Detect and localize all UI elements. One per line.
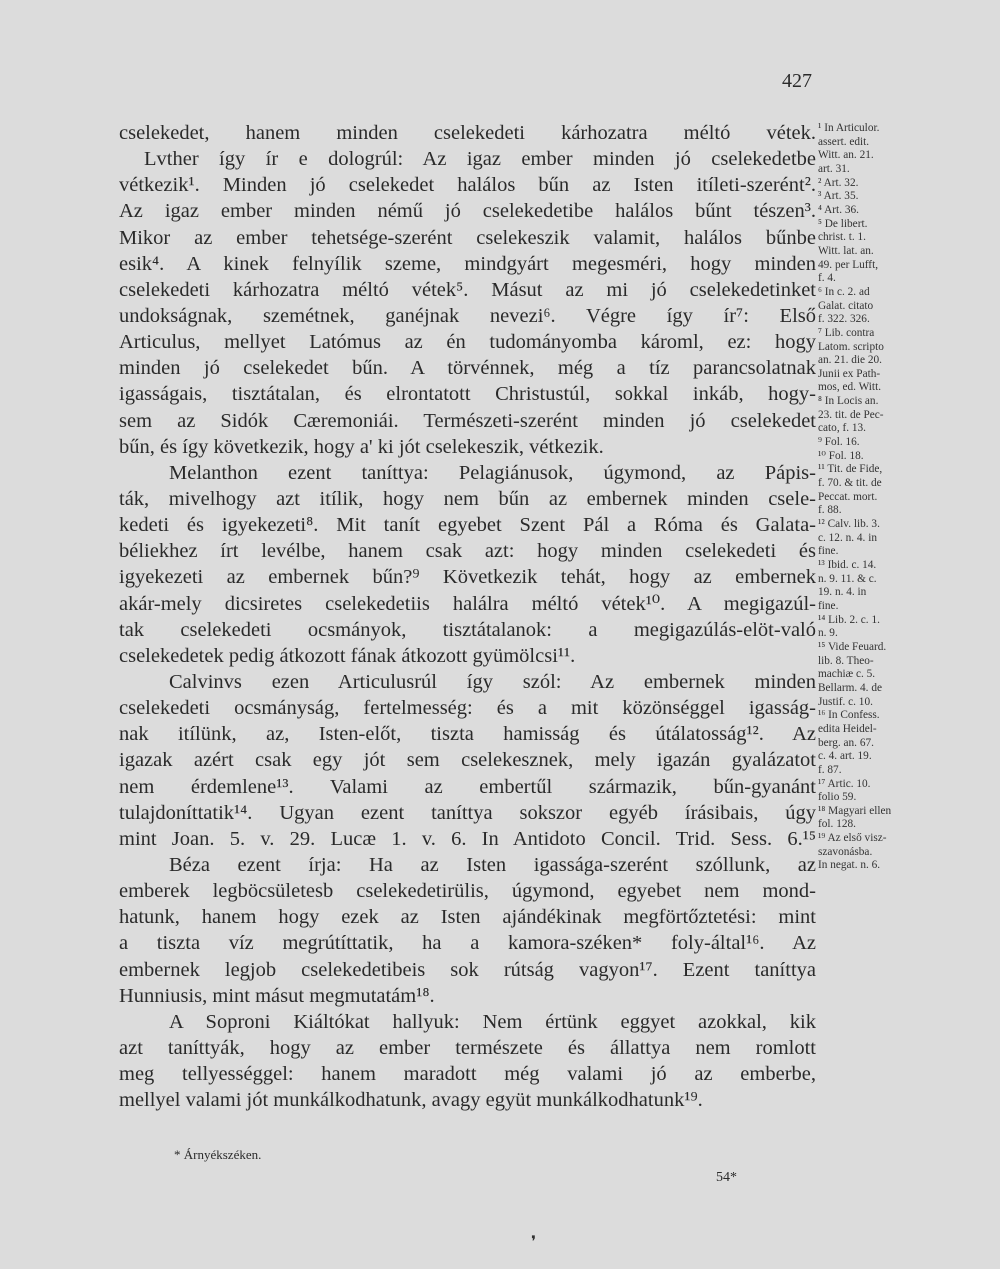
text-line: Mikor az ember tehetsége-szerént cselekeszik valamit, halálos bűnbe bbox=[119, 226, 816, 249]
margin-note: Junii ex Path- bbox=[818, 367, 881, 380]
text-line: Az igaz ember minden némű jó cselekedetibe halálos bűnt tészen³. bbox=[119, 200, 816, 223]
margin-note: ⁵ De libert. bbox=[818, 217, 868, 230]
margin-note: fine. bbox=[818, 599, 839, 612]
text-line: tak cselekedeti ocsmányok, tisztátalanok: a megigazúlás-elöt-való bbox=[119, 618, 816, 641]
text-line: nem érdemlene¹³. Valami az embertűl származik, bűn-gyanánt bbox=[119, 775, 816, 798]
text-line: vétkezik¹. Minden jó cselekedet halálos bűn az Isten itíleti-szerént². bbox=[119, 174, 816, 197]
margin-note: ⁴ Art. 36. bbox=[818, 203, 859, 216]
text-line: kedeti és igyekezeti⁸. Mit tanít egyebet Szent Pál a Róma és Galata- bbox=[119, 514, 816, 537]
margin-note: Justif. c. 10. bbox=[818, 695, 873, 708]
main-text bbox=[119, 120, 816, 1113]
page-number: 427 bbox=[782, 70, 812, 92]
margin-note: assert. edit. bbox=[818, 135, 870, 148]
margin-note: ¹¹ Tit. de Fide, bbox=[818, 463, 883, 476]
margin-note: Witt. an. 21. bbox=[818, 149, 874, 162]
text-line: mint Joan. 5. v. 29. Lucæ 1. v. 6. In Antidoto Concil. Trid. Sess. 6.¹⁵ bbox=[119, 827, 816, 850]
margin-note: folio 59. bbox=[818, 791, 857, 804]
text-line: azt taníttyák, hogy az ember természete és állattya nem romlott bbox=[119, 1036, 816, 1059]
margin-note: mos, ed. Witt. bbox=[818, 381, 882, 394]
ink-speck: ❜ bbox=[531, 1234, 537, 1251]
margin-note: 19. n. 4. in bbox=[818, 586, 867, 599]
margin-note: fol. 128. bbox=[818, 818, 856, 831]
text-line: bűn, és így következik, hogy a' ki jót cselekeszik, vétkezik. bbox=[119, 435, 604, 458]
margin-note: ⁸ In Locis an. bbox=[818, 395, 879, 408]
text-line: a tiszta víz megrútíttatik, ha a kamora-széken* foly-által¹⁶. Az bbox=[119, 932, 816, 955]
margin-note: ¹⁰ Fol. 18. bbox=[818, 449, 864, 462]
margin-note: machiæ c. 5. bbox=[818, 668, 876, 681]
margin-note: ¹ In Articulor. bbox=[818, 122, 880, 134]
margin-note: n. 9. bbox=[818, 627, 838, 640]
text-line: esik⁴. A kinek felnyílik szeme, mindgyárt megesméri, hogy minden bbox=[119, 252, 816, 275]
text-line: undokságnak, szemétnek, ganéjnak nevezi⁶. Végre így ír⁷: Első bbox=[119, 304, 816, 327]
text-line: Hunniusis, mint másut megmutatám¹⁸. bbox=[119, 984, 435, 1007]
margin-note: Peccat. mort. bbox=[818, 490, 878, 503]
text-line: Articulus, mellyet Latómus az én tudományomba károml, ez: hogy bbox=[119, 331, 816, 354]
text-line: cselekedeti ocsmányság, fertelmesség: és a mit közönséggel igasság- bbox=[119, 697, 816, 720]
margin-note: ¹⁵ Vide Feuard. bbox=[818, 640, 887, 653]
margin-note: Latom. scripto bbox=[818, 340, 884, 353]
margin-notes bbox=[818, 122, 928, 873]
margin-note: ³ Art. 35. bbox=[818, 190, 859, 203]
footnote: * Árnyékszéken. bbox=[174, 1147, 262, 1162]
text-line: embernek legjob cselekedetibeis sok rútság vagyon¹⁷. Ezent taníttya bbox=[119, 958, 816, 981]
margin-note: f. 88. bbox=[818, 504, 842, 517]
text-line: Béza ezent írja: Ha az Isten igassága-szerént szóllunk, az bbox=[169, 853, 816, 876]
text-line: igazak azért csak egy jót sem cselekesznek, mely igazán gyalázatot bbox=[119, 749, 816, 772]
margin-note: ⁶ In c. 2. ad bbox=[818, 285, 870, 298]
margin-note: art. 31. bbox=[818, 162, 850, 175]
signature-mark: 54* bbox=[716, 1170, 737, 1185]
margin-note: ¹⁴ Lib. 2. c. 1. bbox=[818, 613, 880, 626]
margin-note: c. 4. art. 19. bbox=[818, 750, 872, 763]
margin-note: ⁷ Lib. contra bbox=[818, 326, 875, 339]
text-line: cselekedeti kárhozatra méltó vétek⁵. Másut az mi jó cselekedetinket bbox=[119, 278, 816, 301]
margin-note: christ. t. 1. bbox=[818, 231, 867, 244]
text-line: minden jó cselekedet bűn. A törvénnek, még a tíz parancsolatnak bbox=[119, 357, 816, 380]
margin-note: edita Heidel- bbox=[818, 722, 877, 735]
margin-note: lib. 8. Theo- bbox=[818, 654, 874, 667]
margin-note: c. 12. n. 4. in bbox=[818, 531, 877, 544]
text-line: emberek legböcsületesb cselekedetirülis, úgymond, egyebet nem mond- bbox=[119, 880, 816, 903]
margin-note: n. 9. 11. & c. bbox=[818, 572, 877, 585]
margin-note: 23. tit. de Pec- bbox=[818, 408, 884, 421]
margin-note: ¹⁷ Artic. 10. bbox=[818, 777, 871, 790]
margin-note: an. 21. die 20. bbox=[818, 354, 883, 367]
margin-note: f. 322. 326. bbox=[818, 313, 870, 326]
text-line: nak itílünk, az, Isten-előt, tiszta hamisság és útálatosság¹². Az bbox=[119, 723, 816, 746]
text-line: akár-mely dicsiretes cselekedetiis halálra méltó vétek¹⁰. A megigazúl- bbox=[119, 592, 816, 615]
margin-note: ⁹ Fol. 16. bbox=[818, 436, 860, 449]
margin-note: ¹⁸ Magyari ellen bbox=[818, 804, 892, 817]
margin-note: ² Art. 32. bbox=[818, 176, 859, 189]
margin-note: szavonásba. bbox=[818, 845, 873, 858]
text-line: meg tellyességgel: hanem maradott még valami jó az emberbe, bbox=[119, 1063, 816, 1086]
margin-note: Witt. lat. an. bbox=[818, 244, 874, 257]
text-line: Lvther így ír e dologrúl: Az igaz ember minden jó cselekedetbe bbox=[144, 148, 816, 171]
margin-note: 49. per Lufft, bbox=[818, 258, 879, 271]
margin-note: f. 4. bbox=[818, 272, 836, 285]
text-line: béliekhez írt levélbe, hanem csak azt: hogy minden cselekedeti és bbox=[119, 540, 816, 563]
text-line: cselekedetek pedig átkozott fának átkozott gyümölcsi¹¹. bbox=[119, 644, 576, 667]
text-line: hatunk, hanem hogy ezek az Isten ajándékinak megförtőztetési: mint bbox=[119, 906, 816, 929]
margin-note: ¹² Calv. lib. 3. bbox=[818, 518, 880, 531]
text-line: ták, mivelhogy azt itílik, hogy nem bűn az embernek minden csele- bbox=[119, 487, 816, 510]
margin-note: ¹⁹ Az első visz- bbox=[818, 832, 887, 845]
margin-note: berg. an. 67. bbox=[818, 736, 874, 749]
text-line: A Soproni Kiáltókat hallyuk: Nem értünk eggyet azokkal, kik bbox=[169, 1010, 816, 1033]
text-line: Calvinvs ezen Articulusrúl így szól: Az embernek minden bbox=[169, 670, 816, 693]
margin-note: f. 87. bbox=[818, 763, 842, 776]
margin-note: f. 70. & tit. de bbox=[818, 477, 882, 490]
margin-note: fine. bbox=[818, 545, 839, 558]
margin-note: Bellarm. 4. de bbox=[818, 681, 882, 694]
text-line: tulajdoníttatik¹⁴. Ugyan ezent taníttya sokszor egyéb írásibais, úgy bbox=[119, 801, 816, 824]
text-line: mellyel valami jót munkálkodhatunk, avagy együt munkálkodhatunk¹⁹. bbox=[119, 1089, 703, 1112]
margin-note: cato, f. 13. bbox=[818, 422, 866, 435]
text-line: cselekedet, hanem minden cselekedeti kárhozatra méltó vétek. bbox=[119, 122, 816, 144]
text-line: igasságais, tisztátalan, és elrontatott Christustúl, sokkal inkáb, hogy- bbox=[119, 383, 816, 406]
margin-note: ¹⁶ In Confess. bbox=[818, 709, 880, 722]
text-line: Melanthon ezent taníttya: Pelagiánusok, úgymond, az Pápis- bbox=[169, 461, 816, 484]
margin-note: Galat. citato bbox=[818, 299, 874, 312]
margin-note: ¹³ Ibid. c. 14. bbox=[818, 559, 877, 571]
text-line: sem az Sidók Cæremoniái. Természeti-szerént minden jó cselekedet bbox=[119, 409, 816, 432]
text-line: igyekezeti az embernek bűn?⁹ Következik tehát, hogy az embernek bbox=[119, 566, 816, 589]
margin-note: In negat. n. 6. bbox=[818, 859, 881, 872]
